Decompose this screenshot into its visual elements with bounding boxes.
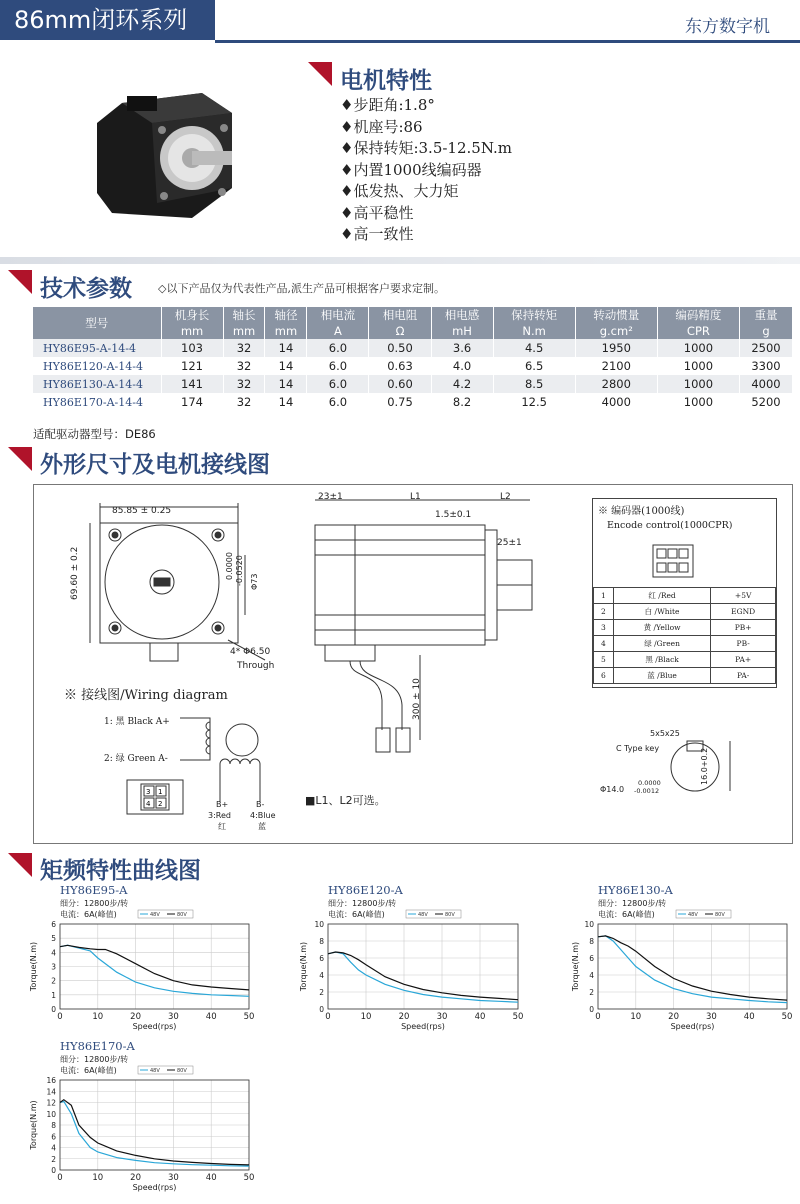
y-tick-label: 10 (314, 920, 324, 929)
tech-note: ◇以下产品仅为代表性产品,派生产品可根据客户要求定制。 (158, 282, 445, 295)
encoder-cell: 3 (594, 620, 614, 636)
table-cell: 4.0 (431, 357, 493, 375)
section-marker (308, 62, 332, 86)
torque-chart (570, 884, 795, 1039)
motor-photo (92, 88, 242, 223)
x-tick-label: 0 (595, 1012, 601, 1022)
y-tick-label: 0 (51, 1166, 56, 1175)
table-cell: 4.5 (493, 339, 575, 357)
encoder-cell: EGND (711, 604, 776, 620)
table-cell: 0.50 (369, 339, 431, 357)
driver-model: 适配驱动器型号：DE86 (33, 427, 156, 441)
option-note: ■L1、L2可选。 (305, 794, 386, 807)
y-tick-label: 6 (589, 954, 594, 963)
x-tick-label: 50 (781, 1012, 793, 1022)
x-tick-label: 10 (92, 1012, 104, 1022)
encoder-cell: 黑 /Black (613, 652, 710, 668)
wire-b-plus: B+ (216, 800, 229, 809)
series-line-48V (328, 952, 518, 1002)
dim-pilot-a: 0.0000 (225, 552, 234, 580)
x-tick-label: 30 (436, 1012, 448, 1022)
x-tick-label: 50 (243, 1012, 255, 1022)
svg-text:2: 2 (158, 800, 163, 808)
y-axis-label: Torque(N.m) (571, 941, 580, 992)
feature-item: ♦内置1000线编码器 (340, 160, 482, 179)
table-cell: 8.5 (493, 375, 575, 393)
encoder-row (594, 604, 776, 620)
col-unit: g (739, 323, 792, 339)
y-tick-label: 2 (51, 1154, 56, 1164)
col-unit: A (307, 323, 369, 339)
table-cell: 14 (265, 393, 307, 411)
y-tick-label: 8 (319, 937, 324, 946)
shaft-dia: Φ14.0 (600, 785, 625, 794)
x-tick-label: 40 (205, 1173, 217, 1183)
encoder-cell: 6 (594, 668, 614, 684)
shaft-detail-drawing (600, 725, 790, 805)
encoder-cell: 2 (594, 604, 614, 620)
encoder-cell: 白 /White (613, 604, 710, 620)
series-line-48V (60, 945, 249, 996)
y-tick-label: 8 (589, 937, 594, 946)
y-tick-label: 8 (51, 1121, 56, 1130)
feature-item: ♦高平稳性 (340, 203, 414, 222)
table-cell: 4000 (739, 375, 792, 393)
col-unit: N.m (493, 323, 575, 339)
wire-b4: 4:Blue (250, 811, 276, 820)
table-cell: 14 (265, 339, 307, 357)
y-tick-label: 3 (51, 962, 56, 972)
col-unit: CPR (657, 323, 739, 339)
x-tick-label: 0 (57, 1173, 63, 1183)
y-tick-label: 1 (51, 990, 56, 1000)
section-band (0, 257, 800, 264)
shaft-tol-b: -0.0012 (634, 787, 660, 795)
col-unit: mH (431, 323, 493, 339)
table-cell: 12.5 (493, 393, 575, 411)
y-tick-label: 5 (51, 934, 56, 944)
model-cell: HY86E130-A-14-4 (33, 375, 161, 393)
table-cell: 1000 (657, 375, 739, 393)
table-cell: 3300 (739, 357, 792, 375)
x-tick-label: 50 (512, 1012, 524, 1022)
y-tick-label: 2 (51, 976, 56, 986)
encoder-title: ※ 编码器(1000线) (598, 506, 685, 517)
table-cell: 103 (161, 339, 223, 357)
dim-hole: 4* Φ6.50 (230, 647, 271, 657)
table-row (33, 339, 793, 357)
y-axis-label: Torque(N.m) (29, 941, 38, 992)
col-unit: Ω (369, 323, 431, 339)
x-tick-label: 40 (205, 1012, 217, 1022)
model-cell: HY86E95-A-14-4 (33, 339, 161, 357)
x-tick-label: 0 (57, 1012, 63, 1022)
spec-table (33, 307, 793, 411)
feature-item: ♦高一致性 (340, 225, 414, 243)
curves-title: 矩频特性曲线图 (40, 858, 201, 884)
y-tick-label: 6 (319, 954, 324, 963)
dim-through: Through (237, 661, 275, 671)
col-header: 轴长 (223, 307, 265, 323)
table-cell: 2100 (575, 357, 657, 375)
shaft-depth: 16.0+0.2 (700, 747, 709, 785)
x-axis-label: Speed(rps) (401, 1022, 445, 1031)
wire-a-minus: 2: 绿 Green A- (104, 754, 168, 764)
encoder-row (594, 652, 776, 668)
dim-pilot-b: -0.0520 (235, 555, 244, 586)
x-tick-label: 20 (130, 1173, 142, 1183)
encoder-cell: 红 /Red (613, 588, 710, 604)
x-axis-label: Speed(rps) (132, 1183, 177, 1192)
feature-item: ♦步距角:1.8° (340, 96, 435, 114)
dim-height: 69.60 ± 0.2 (70, 546, 80, 600)
x-tick-label: 0 (325, 1012, 331, 1022)
x-tick-label: 30 (167, 1173, 179, 1183)
col-header: 转动惯量 (575, 307, 657, 323)
motor-connector-icon (125, 778, 185, 816)
x-axis-label: Speed(rps) (670, 1022, 715, 1031)
y-tick-label: 0 (51, 1005, 56, 1014)
legend-label: 48V (150, 912, 160, 918)
y-tick-label: 0 (589, 1005, 594, 1014)
table-cell: 32 (223, 393, 265, 411)
wire-b3-cn: 红 (218, 822, 226, 831)
encoder-cell: PB- (711, 636, 776, 652)
dim-pilot-d: Φ73 (250, 573, 259, 590)
chart-subdivision: 细分：12800步/转 (328, 899, 397, 908)
dims-title: 外形尺寸及电机接线图 (40, 452, 270, 478)
table-row (33, 393, 793, 411)
x-tick-label: 10 (630, 1012, 642, 1022)
col-header: 保持转矩 (493, 307, 575, 323)
encoder-cell: PB+ (711, 620, 776, 636)
wire-b3: 3:Red (208, 811, 231, 820)
col-header: 机身长 (161, 307, 223, 323)
table-cell: 5200 (739, 393, 792, 411)
legend-label: 48V (418, 912, 428, 918)
y-tick-label: 4 (51, 1143, 56, 1153)
chart-title: HY86E120-A (328, 884, 403, 897)
header-divider (215, 40, 800, 43)
shaft-key: 5x5x25 (650, 729, 680, 738)
model-cell: HY86E170-A-14-4 (33, 393, 161, 411)
y-axis-label: Torque(N.m) (299, 941, 308, 992)
col-header: 相电阻 (369, 307, 431, 323)
svg-text:4: 4 (146, 800, 151, 808)
encoder-cell: 5 (594, 652, 614, 668)
table-cell: 121 (161, 357, 223, 375)
y-tick-label: 6 (51, 1132, 56, 1142)
chart-current: 电流：6A(峰值) (60, 1066, 117, 1075)
y-tick-label: 16 (46, 1076, 56, 1085)
chart-subdivision: 细分：12800步/转 (60, 1055, 129, 1064)
encoder-row (594, 668, 776, 684)
wire-a-plus: 1: 黑 Black A+ (104, 717, 170, 727)
section-marker (8, 447, 32, 471)
table-cell: 6.0 (307, 357, 369, 375)
dim-d4: 1.5±0.1 (435, 510, 472, 520)
feature-item: ♦保持转矩:3.5-12.5N.m (340, 139, 512, 157)
x-tick-label: 40 (743, 1012, 755, 1022)
dim-d3: L2 (500, 492, 511, 502)
y-tick-label: 4 (589, 971, 594, 980)
encoder-row (594, 588, 776, 604)
chart-subdivision: 细分：12800步/转 (60, 899, 129, 908)
encoder-cell: +5V (711, 588, 776, 604)
encoder-subtitle: Encode control(1000CPR) (607, 520, 733, 531)
table-cell: 2500 (739, 339, 792, 357)
x-tick-label: 40 (474, 1012, 486, 1022)
section-marker (8, 853, 32, 877)
col-header: 编码精度 (657, 307, 739, 323)
dim-d2: L1 (410, 492, 421, 502)
x-tick-label: 10 (360, 1012, 372, 1022)
table-cell: 0.75 (369, 393, 431, 411)
encoder-cell: PA- (711, 668, 776, 684)
brand-name: 东方数字机 (685, 17, 770, 37)
col-model: 型号 (33, 307, 161, 339)
chart-subdivision: 细分：12800步/转 (598, 899, 667, 908)
col-header: 相电感 (431, 307, 493, 323)
feature-item: ♦低发热、大力矩 (340, 182, 459, 200)
shaft-key-type: C Type key (616, 744, 660, 753)
y-tick-label: 10 (46, 1109, 56, 1119)
features-list (340, 95, 512, 246)
y-tick-label: 4 (51, 948, 56, 958)
table-cell: 6.0 (307, 393, 369, 411)
x-tick-label: 50 (243, 1173, 255, 1183)
chart-title: HY86E95-A (60, 884, 128, 897)
section-marker (8, 270, 32, 294)
wiring-title: ※ 接线图/Wiring diagram (64, 688, 228, 703)
torque-chart (28, 884, 263, 1039)
table-cell: 14 (265, 357, 307, 375)
plot-frame (328, 924, 518, 1009)
encoder-cell: 1 (594, 588, 614, 604)
table-cell: 14 (265, 375, 307, 393)
encoder-cell: 绿 /Green (613, 636, 710, 652)
table-cell: 1000 (657, 339, 739, 357)
x-axis-label: Speed(rps) (132, 1022, 177, 1031)
y-tick-label: 0 (319, 1005, 324, 1014)
table-row (33, 357, 793, 375)
col-unit: mm (223, 323, 265, 339)
dim-width: 85.85 ± 0.25 (112, 506, 172, 516)
table-cell: 32 (223, 357, 265, 375)
legend-label: 80V (177, 1068, 187, 1074)
svg-text:3: 3 (146, 788, 151, 796)
encoder-cell: PA+ (711, 652, 776, 668)
table-cell: 4.2 (431, 375, 493, 393)
encoder-cell: 4 (594, 636, 614, 652)
table-cell: 2800 (575, 375, 657, 393)
svg-text:1: 1 (158, 788, 163, 796)
col-header: 相电流 (307, 307, 369, 323)
table-cell: 0.60 (369, 375, 431, 393)
x-tick-label: 30 (705, 1012, 717, 1022)
col-unit: mm (265, 323, 307, 339)
torque-chart (28, 1040, 263, 1200)
encoder-connector-icon (651, 543, 695, 579)
col-header: 重量 (739, 307, 792, 323)
legend-label: 48V (688, 912, 698, 918)
table-cell: 1000 (657, 393, 739, 411)
x-tick-label: 20 (398, 1012, 410, 1022)
chart-title: HY86E170-A (60, 1040, 135, 1053)
y-tick-label: 14 (46, 1087, 56, 1097)
col-unit: mm (161, 323, 223, 339)
feature-item: ♦机座号:86 (340, 117, 423, 136)
table-cell: 174 (161, 393, 223, 411)
torque-chart (298, 884, 528, 1039)
encoder-cell: 黄 /Yellow (613, 620, 710, 636)
encoder-row (594, 636, 776, 652)
features-title: 电机特性 (340, 68, 432, 94)
model-cell: HY86E120-A-14-4 (33, 357, 161, 375)
col-header: 轴径 (265, 307, 307, 323)
series-line-80V (60, 945, 249, 990)
tech-title: 技术参数 (40, 276, 132, 302)
encoder-row (594, 620, 776, 636)
dim-d1: 23±1 (318, 492, 343, 502)
legend-label: 48V (150, 1068, 160, 1074)
encoder-cell: 蓝 /Blue (613, 668, 710, 684)
table-cell: 141 (161, 375, 223, 393)
series-line-80V (598, 936, 787, 1000)
series-line-48V (60, 1101, 249, 1166)
x-tick-label: 30 (167, 1012, 179, 1022)
legend-label: 80V (445, 912, 455, 918)
legend-label: 80V (715, 912, 725, 918)
table-cell: 3.6 (431, 339, 493, 357)
wiring-diagram (180, 712, 280, 807)
table-cell: 32 (223, 375, 265, 393)
table-cell: 0.63 (369, 357, 431, 375)
y-tick-label: 2 (589, 988, 594, 997)
wire-b4-cn: 蓝 (258, 822, 266, 831)
chart-current: 电流：6A(峰值) (598, 910, 655, 919)
dim-cable: 300 ± 10 (412, 678, 422, 720)
table-cell: 32 (223, 339, 265, 357)
table-cell: 4000 (575, 393, 657, 411)
dim-d5: 25±1 (497, 538, 522, 548)
x-tick-label: 20 (668, 1012, 680, 1022)
y-tick-label: 6 (51, 920, 56, 929)
chart-current: 电流：6A(峰值) (60, 910, 117, 919)
y-tick-label: 10 (584, 920, 594, 929)
table-cell: 1000 (657, 357, 739, 375)
table-row (33, 375, 793, 393)
table-cell: 6.0 (307, 375, 369, 393)
series-line-80V (60, 1100, 249, 1165)
wire-b-minus: B- (256, 800, 265, 809)
shaft-tol-a: 0.0000 (638, 779, 661, 787)
chart-current: 电流：6A(峰值) (328, 910, 385, 919)
page-title: 86mm闭环系列 (0, 0, 215, 40)
series-line-80V (328, 952, 518, 1000)
table-cell: 6.0 (307, 339, 369, 357)
x-tick-label: 10 (92, 1173, 104, 1183)
plot-frame (598, 924, 787, 1009)
col-unit: g.cm² (575, 323, 657, 339)
y-axis-label: Torque(N.m) (29, 1100, 38, 1150)
y-tick-label: 12 (46, 1098, 56, 1108)
table-cell: 8.2 (431, 393, 493, 411)
y-tick-label: 2 (319, 988, 324, 997)
table-cell: 6.5 (493, 357, 575, 375)
table-cell: 1950 (575, 339, 657, 357)
legend-label: 80V (177, 912, 187, 918)
y-tick-label: 4 (319, 971, 324, 980)
encoder-table (592, 498, 777, 688)
chart-title: HY86E130-A (598, 884, 673, 897)
x-tick-label: 20 (130, 1012, 142, 1022)
